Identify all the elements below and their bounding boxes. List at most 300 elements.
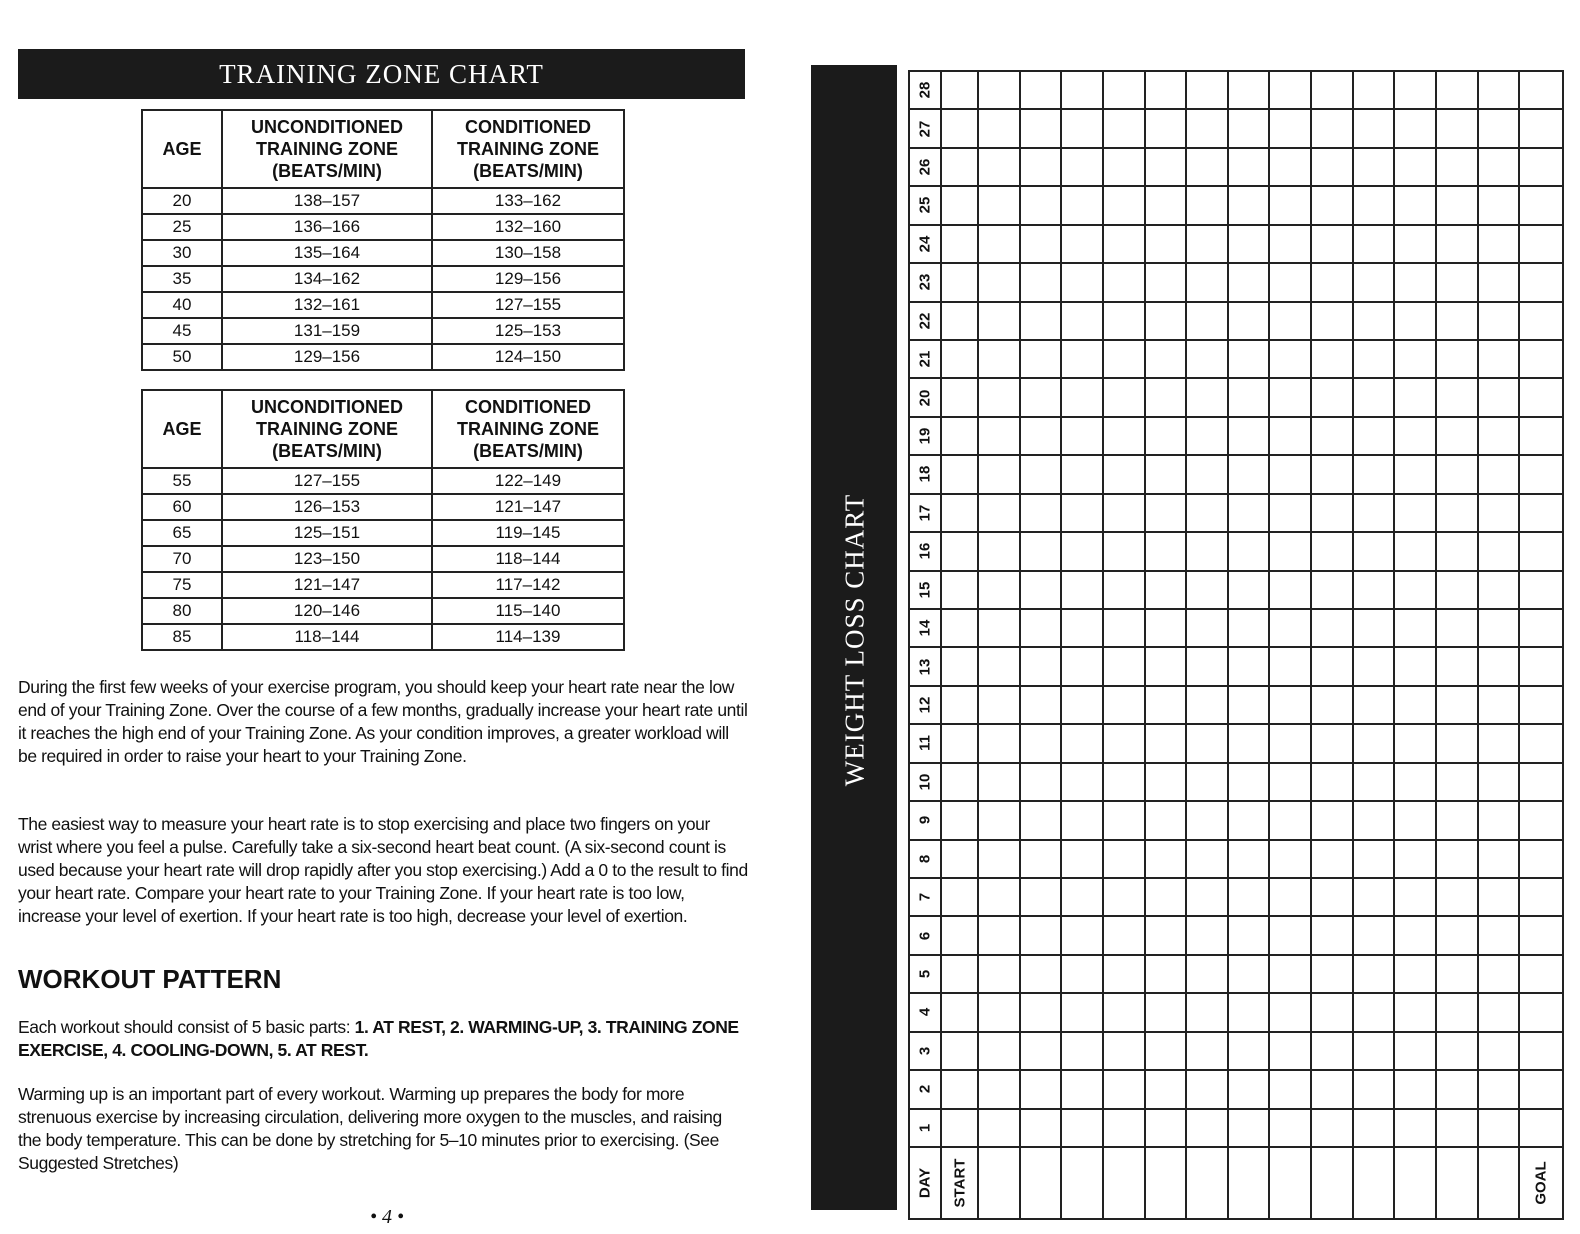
table-row xyxy=(142,240,624,266)
weight-entry-cell xyxy=(979,841,1021,879)
weight-entry-cell xyxy=(1312,994,1354,1032)
weight-entry-cell xyxy=(1187,764,1229,802)
cell-conditioned: 117–142 xyxy=(432,572,624,598)
weight-entry-cell xyxy=(1021,1033,1063,1071)
weight-entry-cell xyxy=(1229,1148,1271,1218)
weight-entry-cell xyxy=(979,917,1021,955)
grid-label: 8 xyxy=(916,854,934,863)
weight-entry-cell xyxy=(1146,72,1188,110)
weight-entry-cell xyxy=(1395,495,1437,533)
weight-entry-cell xyxy=(1479,379,1521,417)
weight-entry-cell xyxy=(1021,725,1063,763)
weight-entry-cell xyxy=(1229,495,1271,533)
weight-entry-cell xyxy=(942,456,979,494)
weight-entry-cell xyxy=(1146,802,1188,840)
weight-entry-cell xyxy=(1062,725,1104,763)
weight-entry-cell xyxy=(1354,1110,1396,1148)
weight-entry-cell xyxy=(1520,226,1562,264)
weight-entry-cell xyxy=(1479,841,1521,879)
cell-age: 45 xyxy=(142,318,222,344)
weight-entry-cell xyxy=(942,687,979,725)
header-unconditioned: UNCONDITIONED TRAINING ZONE (BEATS/MIN) xyxy=(222,110,432,188)
table-row xyxy=(142,318,624,344)
weight-entry-cell xyxy=(1437,841,1479,879)
weight-entry-cell xyxy=(1520,841,1562,879)
weight-entry-cell xyxy=(1187,572,1229,610)
weight-entry-cell xyxy=(1312,1148,1354,1218)
weight-entry-cell xyxy=(1062,456,1104,494)
cell-age: 70 xyxy=(142,546,222,572)
weight-entry-cell xyxy=(1312,610,1354,648)
weight-entry-cell xyxy=(1229,572,1271,610)
weight-entry-cell xyxy=(1229,725,1271,763)
grid-label: 24 xyxy=(916,235,934,253)
weight-entry-cell xyxy=(979,956,1021,994)
weight-entry-cell xyxy=(1187,725,1229,763)
day-number-cell xyxy=(910,418,942,456)
weight-entry-cell xyxy=(1021,1071,1063,1109)
grid-label: 27 xyxy=(916,120,934,137)
day-number-cell xyxy=(910,764,942,802)
cell-conditioned: 132–160 xyxy=(432,214,624,240)
weight-entry-cell xyxy=(1229,72,1271,110)
day-number-cell xyxy=(910,341,942,379)
weight-entry-cell xyxy=(1312,1071,1354,1109)
weight-entry-cell xyxy=(1437,1110,1479,1148)
grid-label: 6 xyxy=(916,931,934,940)
day-number-cell xyxy=(910,456,942,494)
weight-entry-cell xyxy=(1021,802,1063,840)
weight-entry-cell xyxy=(1520,418,1562,456)
weight-entry-cell xyxy=(1354,879,1396,917)
weight-entry-cell xyxy=(1395,687,1437,725)
weight-entry-cell xyxy=(1146,956,1188,994)
weight-entry-cell xyxy=(1104,495,1146,533)
cell-age: 50 xyxy=(142,344,222,370)
weight-entry-cell xyxy=(1146,841,1188,879)
weight-entry-cell xyxy=(1187,917,1229,955)
weight-entry-cell xyxy=(1312,341,1354,379)
weight-entry-cell xyxy=(1354,687,1396,725)
weight-entry-cell xyxy=(979,226,1021,264)
weight-entry-cell xyxy=(1354,456,1396,494)
weight-entry-cell xyxy=(979,149,1021,187)
weight-entry-cell xyxy=(1021,994,1063,1032)
paragraph-training-zone: During the first few weeks of your exercise program, you should keep your heart rate near the low end of your Training Zone. Over the course of a few months, gradually increase your heart rate until it reaches the high end of your Training Zone. As your condition improves, a greater workload will be required in order to raise your heart to your Training Zone. xyxy=(18,677,748,766)
weight-entry-cell xyxy=(1021,264,1063,302)
weight-entry-cell xyxy=(1146,149,1188,187)
weight-entry-cell xyxy=(942,1110,979,1148)
grid-label: 9 xyxy=(916,816,934,825)
weight-entry-cell xyxy=(1270,187,1312,225)
weight-entry-cell xyxy=(1021,149,1063,187)
weight-entry-cell xyxy=(1146,1033,1188,1071)
weight-entry-cell xyxy=(1146,725,1188,763)
weight-entry-cell xyxy=(1187,802,1229,840)
weight-entry-cell xyxy=(1354,379,1396,417)
weight-entry-cell xyxy=(1021,917,1063,955)
weight-entry-cell xyxy=(1062,648,1104,686)
weight-entry-cell xyxy=(1437,187,1479,225)
weight-entry-cell xyxy=(1104,841,1146,879)
weight-entry-cell xyxy=(1520,648,1562,686)
grid-label: 26 xyxy=(916,158,934,176)
weight-entry-cell xyxy=(1270,149,1312,187)
weight-entry-cell xyxy=(1395,917,1437,955)
weight-entry-cell xyxy=(1021,226,1063,264)
weight-entry-cell xyxy=(979,495,1021,533)
cell-conditioned: 119–145 xyxy=(432,520,624,546)
cell-conditioned: 129–156 xyxy=(432,266,624,292)
weight-entry-cell xyxy=(1270,226,1312,264)
weight-entry-cell xyxy=(1354,917,1396,955)
weight-entry-cell xyxy=(1187,418,1229,456)
weight-entry-cell xyxy=(1395,1071,1437,1109)
weight-entry-cell xyxy=(1021,110,1063,148)
table-row xyxy=(142,292,624,318)
day-number-cell xyxy=(910,72,942,110)
weight-entry-cell xyxy=(1437,226,1479,264)
weight-entry-cell xyxy=(1354,1071,1396,1109)
cell-conditioned: 125–153 xyxy=(432,318,624,344)
weight-entry-cell xyxy=(1146,341,1188,379)
weight-entry-cell xyxy=(1479,1071,1521,1109)
weight-entry-cell xyxy=(1395,341,1437,379)
weight-entry-cell xyxy=(1395,572,1437,610)
cell-unconditioned: 123–150 xyxy=(222,546,432,572)
weight-entry-cell xyxy=(1395,1033,1437,1071)
weight-entry-cell xyxy=(1104,264,1146,302)
weight-entry-cell xyxy=(1270,110,1312,148)
weight-entry-cell xyxy=(1062,610,1104,648)
day-number-cell xyxy=(910,802,942,840)
weight-entry-cell xyxy=(1395,879,1437,917)
weight-entry-cell xyxy=(1354,764,1396,802)
weight-entry-cell xyxy=(1270,418,1312,456)
weight-entry-cell xyxy=(979,456,1021,494)
weight-entry-cell xyxy=(979,648,1021,686)
weight-entry-cell xyxy=(1520,72,1562,110)
weight-entry-cell xyxy=(1229,917,1271,955)
weight-entry-cell xyxy=(1354,341,1396,379)
weight-entry-cell xyxy=(1395,72,1437,110)
day-number-cell xyxy=(910,687,942,725)
weight-entry-cell xyxy=(942,1033,979,1071)
weight-entry-cell xyxy=(1395,1148,1437,1218)
weight-entry-cell xyxy=(1395,725,1437,763)
cell-unconditioned: 121–147 xyxy=(222,572,432,598)
day-number-cell xyxy=(910,303,942,341)
weight-entry-cell xyxy=(1146,187,1188,225)
cell-unconditioned: 136–166 xyxy=(222,214,432,240)
header-conditioned: CONDITIONED TRAINING ZONE (BEATS/MIN) xyxy=(432,110,624,188)
weight-entry-cell xyxy=(1479,956,1521,994)
weight-entry-cell xyxy=(1479,226,1521,264)
weight-entry-cell xyxy=(1395,956,1437,994)
weight-entry-cell xyxy=(1062,841,1104,879)
weight-entry-cell xyxy=(1395,648,1437,686)
weight-entry-cell xyxy=(1479,418,1521,456)
weight-entry-cell xyxy=(1229,1033,1271,1071)
weight-entry-cell xyxy=(1270,956,1312,994)
weight-entry-cell xyxy=(1312,418,1354,456)
weight-entry-cell xyxy=(1187,303,1229,341)
weight-entry-cell xyxy=(1062,149,1104,187)
weight-entry-cell xyxy=(1437,456,1479,494)
weight-entry-cell xyxy=(1146,764,1188,802)
weight-entry-cell xyxy=(942,303,979,341)
grid-label: 19 xyxy=(916,427,934,445)
weight-entry-cell xyxy=(1229,456,1271,494)
weight-entry-cell xyxy=(1395,1110,1437,1148)
weight-entry-cell xyxy=(1520,917,1562,955)
weight-entry-cell xyxy=(1187,994,1229,1032)
weight-entry-cell xyxy=(1479,456,1521,494)
day-label-cell xyxy=(910,1148,942,1218)
weight-entry-cell xyxy=(1479,687,1521,725)
weight-entry-cell xyxy=(1146,264,1188,302)
training-zone-title xyxy=(18,49,745,99)
weight-entry-cell xyxy=(942,917,979,955)
weight-entry-cell xyxy=(942,495,979,533)
table-row xyxy=(142,598,624,624)
weight-entry-cell xyxy=(1062,994,1104,1032)
grid-label: 16 xyxy=(916,543,934,560)
weight-entry-cell xyxy=(1146,687,1188,725)
grid-label: 1 xyxy=(916,1123,934,1132)
weight-entry-cell xyxy=(1062,495,1104,533)
weight-entry-cell xyxy=(1021,72,1063,110)
weight-entry-cell xyxy=(979,418,1021,456)
weight-entry-cell xyxy=(1354,110,1396,148)
weight-entry-cell xyxy=(942,841,979,879)
weight-entry-cell xyxy=(1229,418,1271,456)
weight-entry-cell xyxy=(1187,610,1229,648)
weight-entry-cell xyxy=(1520,1110,1562,1148)
weight-entry-cell xyxy=(1520,956,1562,994)
day-number-cell xyxy=(910,917,942,955)
weight-entry-cell xyxy=(1395,533,1437,571)
weight-entry-cell xyxy=(1437,149,1479,187)
weight-entry-cell xyxy=(1395,418,1437,456)
weight-entry-cell xyxy=(1270,1110,1312,1148)
grid-label: 5 xyxy=(916,969,934,979)
cell-age: 25 xyxy=(142,214,222,240)
weight-entry-cell xyxy=(1437,495,1479,533)
weight-entry-cell xyxy=(1437,687,1479,725)
weight-entry-cell xyxy=(1437,418,1479,456)
header-conditioned: CONDITIONED TRAINING ZONE (BEATS/MIN) xyxy=(432,390,624,468)
weight-entry-cell xyxy=(1270,303,1312,341)
weight-entry-cell xyxy=(1437,264,1479,302)
grid-label: 11 xyxy=(916,735,934,752)
grid-label: 25 xyxy=(916,197,934,214)
weight-entry-cell xyxy=(1146,456,1188,494)
weight-entry-cell xyxy=(1270,533,1312,571)
weight-entry-cell xyxy=(1062,1110,1104,1148)
grid-label: 2 xyxy=(916,1085,934,1094)
grid-label: 18 xyxy=(916,466,934,483)
weight-entry-cell xyxy=(1520,879,1562,917)
table-row xyxy=(142,546,624,572)
weight-entry-cell xyxy=(1312,187,1354,225)
weight-entry-cell xyxy=(942,764,979,802)
weight-entry-cell xyxy=(1229,379,1271,417)
weight-entry-cell xyxy=(1021,456,1063,494)
weight-entry-cell xyxy=(979,110,1021,148)
weight-entry-cell xyxy=(1395,264,1437,302)
day-number-cell xyxy=(910,495,942,533)
weight-entry-cell xyxy=(1229,802,1271,840)
weight-entry-cell xyxy=(1354,533,1396,571)
weight-entry-cell xyxy=(1146,418,1188,456)
weight-entry-cell xyxy=(1229,956,1271,994)
cell-unconditioned: 131–159 xyxy=(222,318,432,344)
weight-entry-cell xyxy=(1104,149,1146,187)
weight-entry-cell xyxy=(1520,149,1562,187)
weight-entry-cell xyxy=(1520,994,1562,1032)
weight-entry-cell xyxy=(1229,1110,1271,1148)
cell-unconditioned: 125–151 xyxy=(222,520,432,546)
weight-entry-cell xyxy=(1520,495,1562,533)
weight-entry-cell xyxy=(1062,533,1104,571)
weight-entry-cell xyxy=(979,994,1021,1032)
cell-unconditioned: 132–161 xyxy=(222,292,432,318)
weight-entry-cell xyxy=(1520,187,1562,225)
day-number-cell xyxy=(910,725,942,763)
weight-entry-cell xyxy=(1187,533,1229,571)
weight-entry-cell xyxy=(1187,648,1229,686)
weight-entry-cell xyxy=(1062,572,1104,610)
weight-entry-cell xyxy=(979,725,1021,763)
weight-entry-cell xyxy=(1520,572,1562,610)
cell-age: 85 xyxy=(142,624,222,650)
weight-entry-cell xyxy=(1312,956,1354,994)
weight-entry-cell xyxy=(1146,610,1188,648)
weight-entry-cell xyxy=(1104,1110,1146,1148)
weight-entry-cell xyxy=(1187,841,1229,879)
weight-entry-cell xyxy=(1437,110,1479,148)
weight-entry-cell xyxy=(1437,648,1479,686)
paragraph-warming-up: Warming up is an important part of every workout. Warming up prepares the body for more strenuous exercise by increasing circulation, delivering more oxygen to the muscles, and raising the body temperature. This can be done by stretching for 5–10 minutes prior to exercising. (See Suggested Stretches) xyxy=(18,1084,722,1173)
weight-entry-cell xyxy=(1479,110,1521,148)
weight-entry-cell xyxy=(1146,303,1188,341)
weight-entry-cell xyxy=(1437,1148,1479,1218)
weight-entry-cell xyxy=(1187,264,1229,302)
weight-entry-cell xyxy=(1229,764,1271,802)
weight-entry-cell xyxy=(1104,379,1146,417)
weight-entry-cell xyxy=(1312,379,1354,417)
grid-label: 13 xyxy=(916,658,934,675)
weight-entry-cell xyxy=(1395,187,1437,225)
weight-entry-cell xyxy=(1062,72,1104,110)
weight-entry-cell xyxy=(1229,110,1271,148)
weight-entry-cell xyxy=(1437,802,1479,840)
weight-entry-cell xyxy=(1104,725,1146,763)
weight-entry-cell xyxy=(1021,303,1063,341)
weight-entry-cell xyxy=(1479,495,1521,533)
weight-entry-cell xyxy=(1437,533,1479,571)
weight-entry-cell xyxy=(1437,610,1479,648)
weight-entry-cell xyxy=(1104,341,1146,379)
training-zone-table-1 xyxy=(141,109,625,371)
weight-entry-cell xyxy=(979,1110,1021,1148)
table-row xyxy=(142,494,624,520)
cell-age: 55 xyxy=(142,468,222,494)
weight-entry-cell xyxy=(979,687,1021,725)
weight-entry-cell xyxy=(979,1071,1021,1109)
weight-entry-cell xyxy=(1104,994,1146,1032)
grid-label: 22 xyxy=(916,312,934,330)
weight-entry-cell xyxy=(1062,187,1104,225)
weight-entry-cell xyxy=(1104,572,1146,610)
weight-entry-cell xyxy=(1104,533,1146,571)
day-number-cell xyxy=(910,110,942,148)
weight-entry-cell xyxy=(1520,687,1562,725)
weight-entry-cell xyxy=(1270,764,1312,802)
weight-entry-cell xyxy=(1354,264,1396,302)
weight-entry-cell xyxy=(979,341,1021,379)
weight-entry-cell xyxy=(942,110,979,148)
weight-entry-cell xyxy=(1437,1071,1479,1109)
weight-entry-cell xyxy=(1187,1071,1229,1109)
weight-entry-cell xyxy=(942,533,979,571)
weight-entry-cell xyxy=(1479,917,1521,955)
grid-label: 14 xyxy=(916,619,934,637)
weight-entry-cell xyxy=(1146,1071,1188,1109)
cell-conditioned: 122–149 xyxy=(432,468,624,494)
weight-entry-cell xyxy=(1270,687,1312,725)
weight-entry-cell xyxy=(1479,341,1521,379)
weight-entry-cell xyxy=(979,610,1021,648)
day-number-cell xyxy=(910,264,942,302)
weight-entry-cell xyxy=(1062,879,1104,917)
cell-unconditioned: 118–144 xyxy=(222,624,432,650)
weight-entry-cell xyxy=(1437,72,1479,110)
weight-entry-cell xyxy=(1479,994,1521,1032)
weight-entry-cell xyxy=(979,187,1021,225)
weight-entry-cell xyxy=(1104,110,1146,148)
weight-entry-cell xyxy=(1270,879,1312,917)
cell-age: 80 xyxy=(142,598,222,624)
cell-unconditioned: 138–157 xyxy=(222,188,432,214)
weight-entry-cell xyxy=(979,303,1021,341)
weight-entry-cell xyxy=(1520,725,1562,763)
weight-entry-cell xyxy=(1479,1110,1521,1148)
cell-age: 40 xyxy=(142,292,222,318)
weight-entry-cell xyxy=(1479,725,1521,763)
weight-entry-cell xyxy=(1270,379,1312,417)
weight-entry-cell xyxy=(1354,802,1396,840)
grid-label: 10 xyxy=(916,773,934,791)
weight-entry-cell xyxy=(1021,572,1063,610)
weight-entry-cell xyxy=(942,418,979,456)
weight-entry-cell xyxy=(1354,187,1396,225)
cell-age: 75 xyxy=(142,572,222,598)
weight-entry-cell xyxy=(1229,841,1271,879)
weight-entry-cell xyxy=(979,379,1021,417)
cell-age: 65 xyxy=(142,520,222,546)
day-number-cell xyxy=(910,610,942,648)
weight-entry-cell xyxy=(1021,687,1063,725)
weight-entry-cell xyxy=(1021,956,1063,994)
weight-entry-cell xyxy=(1520,1071,1562,1109)
table-row xyxy=(142,344,624,370)
weight-entry-cell xyxy=(1395,379,1437,417)
weight-entry-cell xyxy=(1270,841,1312,879)
weight-entry-cell xyxy=(1270,802,1312,840)
cell-age: 20 xyxy=(142,188,222,214)
